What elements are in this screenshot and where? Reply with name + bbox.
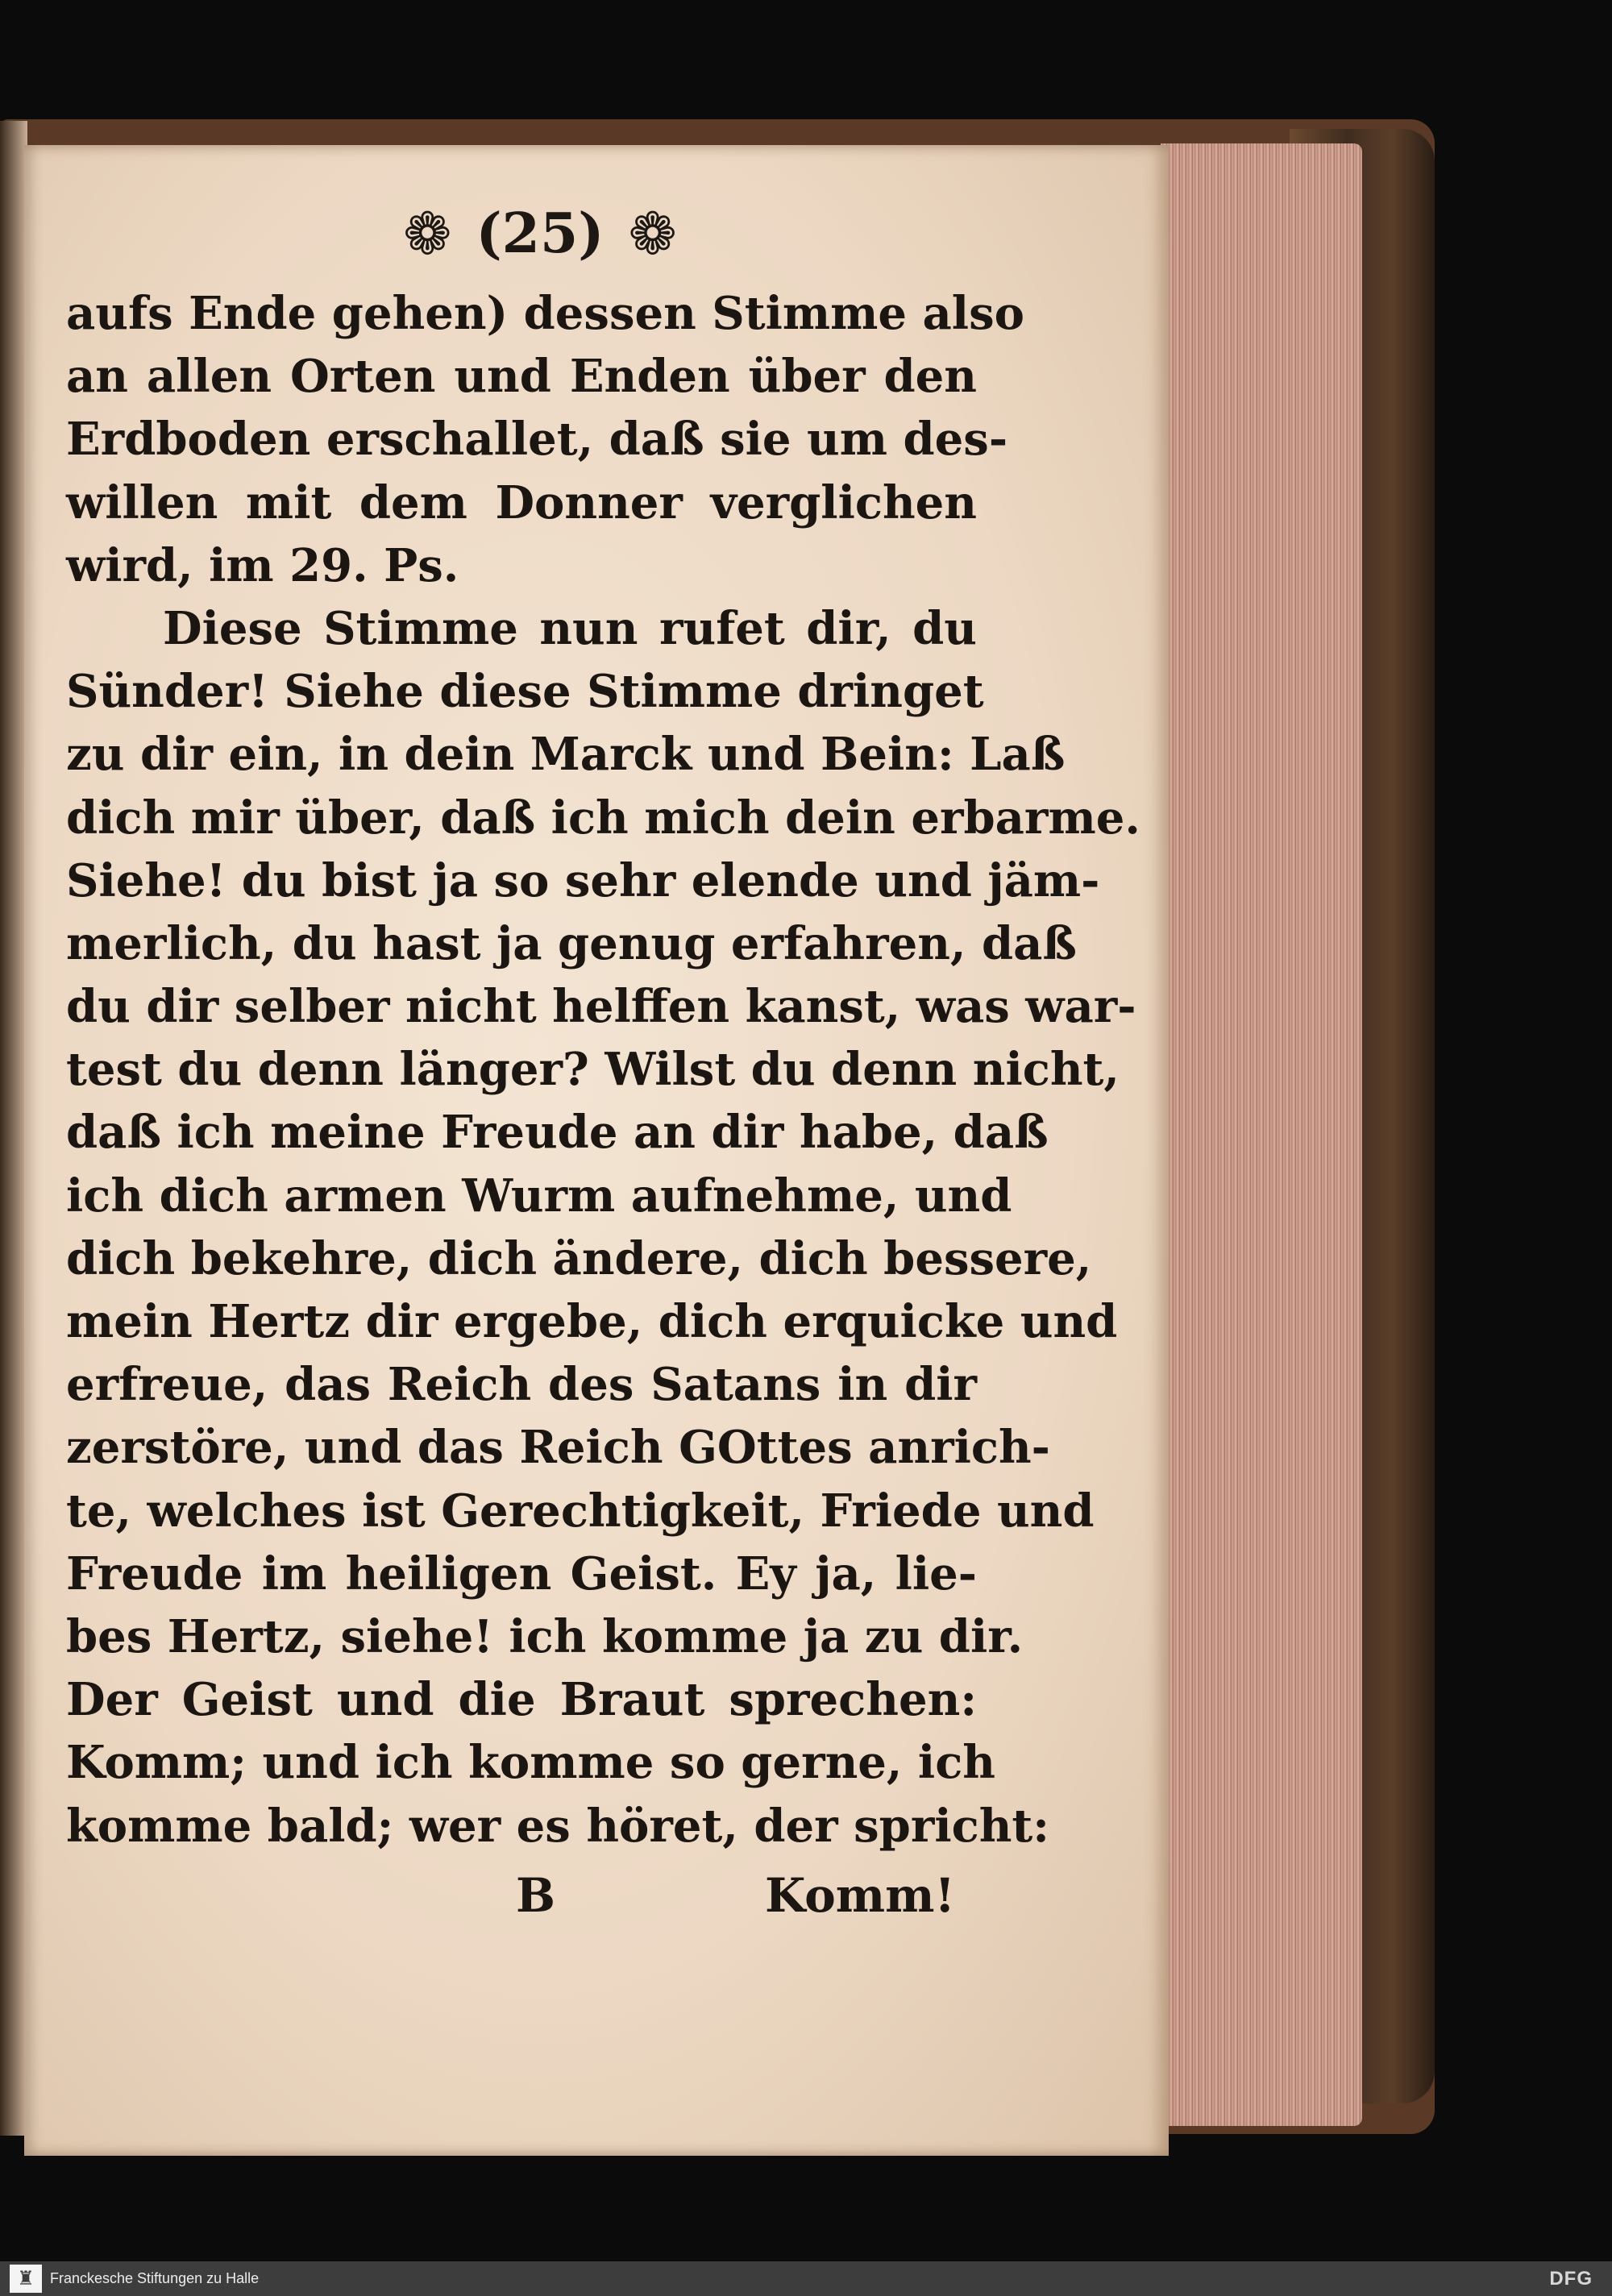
- text-line: aufs Ende gehen) dessen Stimme also: [66, 287, 1024, 340]
- text-line: Der Geist und die Braut sprechen:: [66, 1673, 977, 1727]
- flower-ornament-icon: ❁: [628, 200, 677, 268]
- text-line: Komm; und ich komme so gerne, ich: [66, 1736, 996, 1790]
- binding-gutter: [0, 121, 27, 2136]
- text-line: erfreue, das Reich des Satans in dir: [66, 1358, 977, 1412]
- text-line: du dir selber nicht helffen kanst, was war-: [66, 980, 1136, 1034]
- page-header: [371, 193, 709, 274]
- text-line: zu dir ein, in dein Marck und Bein: Laß: [66, 728, 1066, 782]
- text-line: an allen Orten und Enden über den: [66, 350, 977, 404]
- body-text: [66, 282, 1140, 1858]
- page-number: (25): [476, 201, 604, 266]
- text-line: merlich, du hast ja genug erfahren, daß: [66, 916, 1077, 970]
- text-line: willen mit dem Donner verglichen: [66, 475, 977, 529]
- dfg-logo: DFG: [1549, 2267, 1593, 2290]
- text-line: zerstöre, und das Reich GOttes anrich-: [66, 1421, 1050, 1475]
- text-line: te, welches ist Gerechtigkeit, Friede und: [66, 1484, 1095, 1538]
- text-line: bes Hertz, siehe! ich komme ja zu dir.: [66, 1609, 1024, 1663]
- institution-logo-icon: ♜: [10, 2265, 42, 2293]
- flower-ornament-icon: ❁: [403, 200, 452, 268]
- text-line: test du denn länger? Wilst du denn nicht,: [66, 1043, 1120, 1097]
- text-line: Sünder! Siehe diese Stimme dringet: [66, 665, 984, 719]
- signature-mark: B: [516, 1868, 556, 1923]
- catch-line: [516, 1868, 955, 1933]
- text-line: mein Hertz dir ergebe, dich erquicke und: [66, 1295, 1118, 1348]
- text-line: daß ich meine Freude an dir habe, daß: [66, 1106, 1049, 1160]
- text-line: wird, im 29. Ps.: [66, 538, 459, 592]
- text-line: Freude im heiligen Geist. Ey ja, lie-: [66, 1547, 977, 1601]
- catchword: Komm!: [764, 1868, 955, 1923]
- text-line: dich bekehre, dich ändere, dich bessere,: [66, 1231, 1092, 1285]
- text-line: Erdboden erschallet, daß sie um des-: [66, 413, 1008, 467]
- text-line: ich dich armen Wurm aufnehme, und: [66, 1169, 1012, 1223]
- institution-name: Franckesche Stiftungen zu Halle: [50, 2270, 260, 2286]
- page-edges: [1161, 143, 1362, 2126]
- text-line: Siehe! du bist ja so sehr elende und jäm-: [66, 853, 1100, 907]
- viewer-footer: [0, 2261, 1612, 2296]
- text-line: dich mir über, daß ich mich dein erbarme.: [66, 791, 1140, 845]
- text-line: komme bald; wer es höret, der spricht:: [66, 1799, 1049, 1853]
- text-line: Diese Stimme nun rufet dir, du: [163, 601, 977, 655]
